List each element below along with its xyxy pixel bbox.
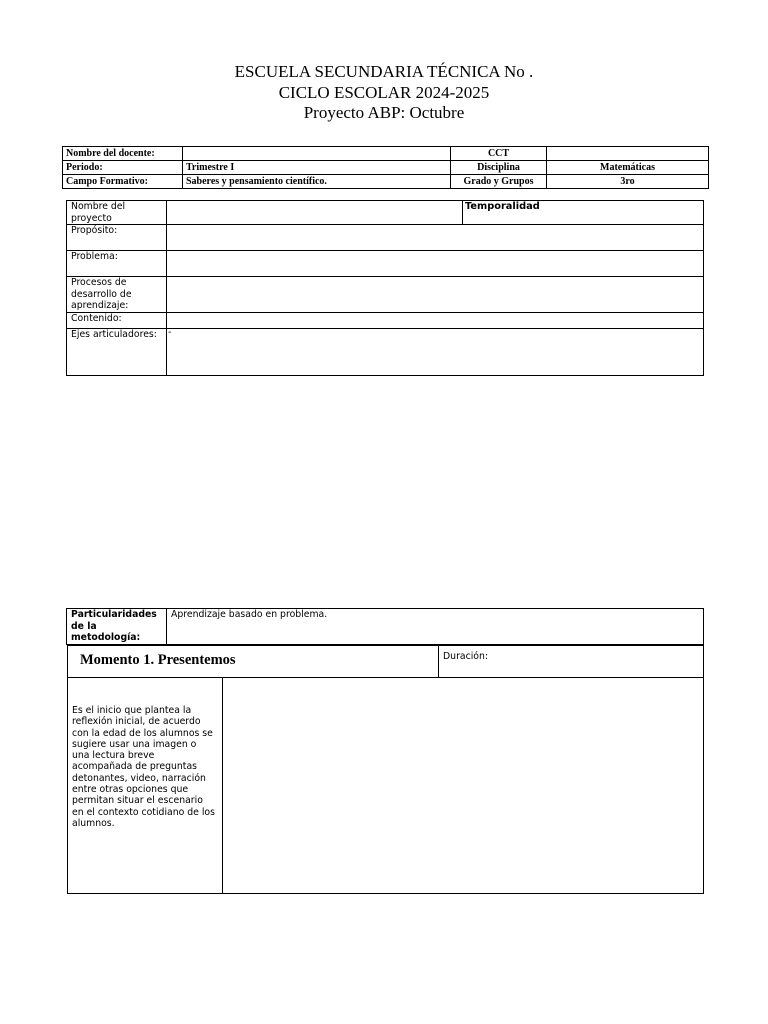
duracion-label: Duración: <box>443 651 488 662</box>
ejes-value[interactable]: - <box>167 328 704 375</box>
momento-activity-cell[interactable] <box>223 678 704 894</box>
table-row <box>68 678 704 894</box>
table-row <box>63 161 709 175</box>
methodology-label: Particularidades de la metodología: <box>67 609 167 645</box>
procesos-value[interactable] <box>167 277 704 313</box>
campo-label: Campo Formativo: <box>63 175 183 189</box>
periodo-value[interactable]: Trimestre I <box>183 161 451 175</box>
disciplina-label: Disciplina <box>451 161 547 175</box>
table-row <box>67 328 704 375</box>
temporalidad-label: Temporalidad <box>463 201 704 225</box>
problema-label: Problema: <box>67 251 167 277</box>
contenido-label: Contenido: <box>67 312 167 328</box>
docente-label: Nombre del docente: <box>63 147 183 161</box>
school-name: ESCUELA SECUNDARIA TÉCNICA No . <box>234 62 534 81</box>
contenido-value[interactable] <box>167 312 704 328</box>
table-row <box>68 646 704 678</box>
table-row <box>67 251 704 277</box>
campo-value[interactable]: Saberes y pensamiento científico. <box>183 175 451 189</box>
project-title: Proyecto ABP: Octubre <box>303 103 465 122</box>
momento-description: Es el inicio que plantea la reflexión inicial, de acuerdo con la edad de los alumnos se sugiere usar una imagen o una lectura breve acompañada de preguntas detonantes, video, narración entre otras opciones que permitan situar el escenario en el contexto cotidiano de los alumnos. <box>72 705 215 829</box>
document-header <box>0 62 768 124</box>
table-row <box>63 175 709 189</box>
disciplina-value[interactable]: Matemáticas <box>547 161 709 175</box>
problema-value[interactable] <box>167 251 704 277</box>
grado-label: Grado y Grupos <box>451 175 547 189</box>
table-row <box>63 147 709 161</box>
table-row <box>67 312 704 328</box>
cct-value[interactable] <box>547 147 709 161</box>
momento-title: Momento 1. Presentemos <box>80 652 236 668</box>
docente-value[interactable] <box>183 147 451 161</box>
momento-description-cell <box>68 678 223 894</box>
cct-label: CCT <box>451 147 547 161</box>
nombre-proyecto-label: Nombre del proyecto <box>67 201 167 225</box>
table-row <box>67 201 704 225</box>
project-table <box>66 200 704 376</box>
momento-table <box>67 645 704 894</box>
methodology-value[interactable]: Aprendizaje basado en problema. <box>167 609 704 645</box>
grado-value[interactable]: 3ro <box>547 175 709 189</box>
nombre-proyecto-value[interactable] <box>167 201 463 225</box>
school-year: CICLO ESCOLAR 2024-2025 <box>278 82 490 102</box>
momento-title-cell <box>68 646 439 678</box>
table-row <box>67 277 704 313</box>
teacher-info-table <box>62 146 709 189</box>
table-row <box>67 225 704 251</box>
ejes-label: Ejes articuladores: <box>67 328 167 375</box>
proposito-value[interactable] <box>167 225 704 251</box>
duracion-cell[interactable] <box>439 646 704 678</box>
methodology-table <box>66 608 704 645</box>
procesos-label: Procesos de desarrollo de aprendizaje: <box>67 277 167 313</box>
proposito-label: Propósito: <box>67 225 167 251</box>
table-row <box>67 609 704 645</box>
periodo-label: Periodo: <box>63 161 183 175</box>
